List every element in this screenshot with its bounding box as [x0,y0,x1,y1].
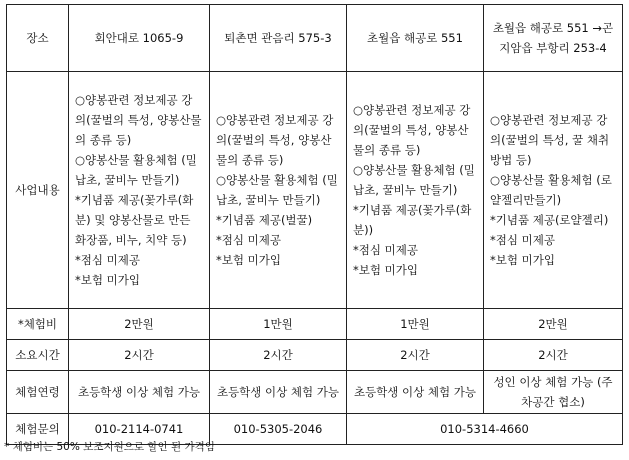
duration-cell: 2시간 [69,340,210,371]
fee-row [7,309,623,340]
contact-cell: 010-5305-2046 [210,414,347,445]
content-item: *점심 미제공 [353,243,418,257]
fee-cell: 1만원 [210,309,347,340]
age-cell: 성인 이상 체험 가능 (주차공간 협소) [484,371,623,414]
content-cell-4 [484,72,623,309]
header-row [7,5,623,72]
contact-label: 체험문의 [7,414,69,445]
age-label: 체험연령 [7,371,69,414]
place-4: 초월읍 해공로 551 →곤지암읍 부항리 253-4 [484,5,623,72]
fee-cell: 1만원 [347,309,484,340]
content-cell-2 [210,72,347,309]
content-item: *기념품 제공(꽃가루(화분)) [353,203,472,237]
content-item: *보험 미가입 [75,273,140,287]
content-cell-1 [69,72,210,309]
fee-cell: 2만원 [484,309,623,340]
program-info-table [6,4,623,445]
duration-cell: 2시간 [210,340,347,371]
content-item: ○양봉관련 정보제공 강의(꿀벌의 특성, 양봉산물의 종류 등) [353,103,471,157]
place-3: 초월읍 해공로 551 [347,5,484,72]
age-row [7,371,623,414]
contact-cell: 010-5314-4660 [347,414,623,445]
content-item: *보험 미가입 [353,263,418,277]
content-item: *점심 미제공 [75,253,140,267]
content-item: *기념품 제공(꽃가루(화분) 및 양봉산물로 만든 화장품, 비누, 치약 등) [75,193,194,247]
content-item: ○양봉관련 정보제공 강의(꿀벌의 특성, 양봉산물의 종류 등) [216,113,334,167]
content-item: *보험 미가입 [490,253,555,267]
content-cell-3 [347,72,484,309]
age-cell: 초등학생 이상 체험 가능 [347,371,484,414]
content-item: *점심 미제공 [490,233,555,247]
place-1: 회안대로 1065-9 [69,5,210,72]
content-item: ○양봉관련 정보제공 강의(꿀벌의 특성, 양봉산물의 종류 등) [75,93,202,147]
content-item: ○양봉산물 활용체험 (밀납초, 꿀비누 만들기) [216,173,338,207]
content-item: *점심 미제공 [216,233,281,247]
program-content-row [7,72,623,309]
contact-cell: 010-2114-0741 [69,414,210,445]
duration-cell: 2시간 [484,340,623,371]
content-label: 사업내용 [7,72,69,309]
fee-footnote: * 체험비는 50% 보조지원으로 할인 된 가격임 [4,441,215,453]
fee-label: *체험비 [7,309,69,340]
content-item: *보험 미가입 [216,253,281,267]
age-cell: 초등학생 이상 체험 가능 [210,371,347,414]
content-item: *기념품 제공(벌꿀) [216,213,313,227]
age-cell: 초등학생 이상 체험 가능 [69,371,210,414]
content-item: ○양봉산물 활용체험 (밀납초, 꿀비누 만들기) [353,163,475,197]
fee-cell: 2만원 [69,309,210,340]
place-label: 장소 [7,5,69,72]
duration-row [7,340,623,371]
content-item: ○양봉산물 활용체험 (로얄젤리만들기) [490,173,612,207]
duration-cell: 2시간 [347,340,484,371]
duration-label: 소요시간 [7,340,69,371]
content-item: *기념품 제공(로얄젤리) [490,213,609,227]
content-item: ○양봉관련 정보제공 강의(꿀벌의 특성, 꿀 채취 방법 등) [490,113,610,167]
content-item: ○양봉산물 활용체험 (밀납초, 꿀비누 만들기) [75,153,197,187]
place-2: 퇴촌면 관음리 575-3 [210,5,347,72]
